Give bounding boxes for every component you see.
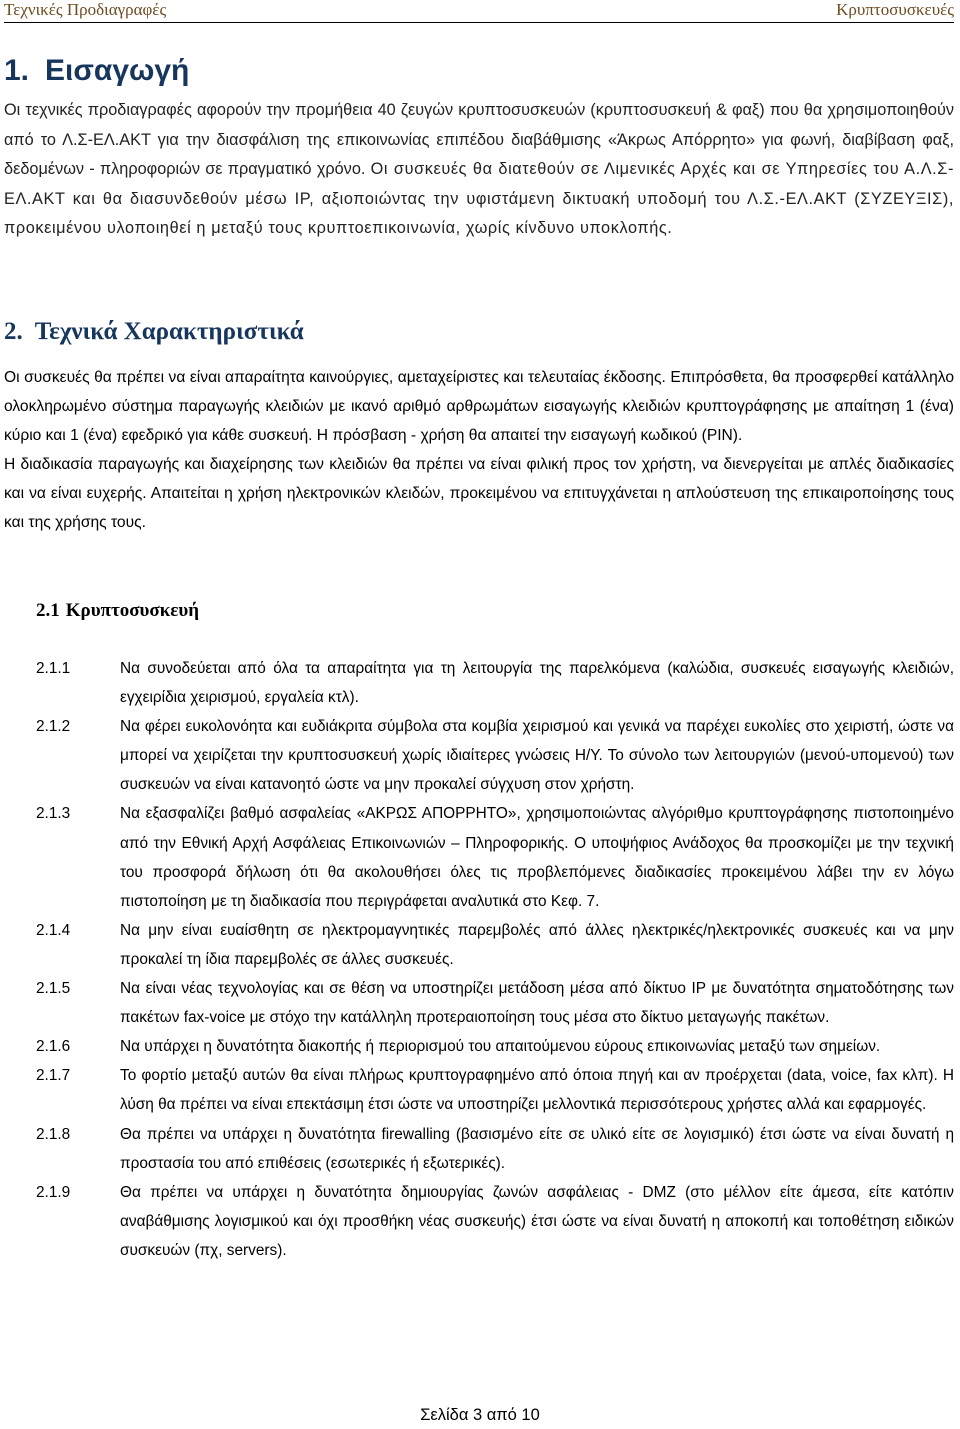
intro-paragraph: [4, 96, 954, 244]
page-footer: [0, 1406, 960, 1425]
intro-paragraph-part2: Οι συσκευές θα διατεθούν σε Λιμενικές Αρχές και σε Υπηρεσίες του Α.Λ.Σ-ΕΛ.ΑΚΤ και θα διασυνδεθούν μέσω IP, αξιοποιώντας την υφιστάμενη δικτυακή υποδομή του Λ.Σ.-ΕΛ.ΑΚΤ (ΣΥΖΕΥΞΙΣ), προκειμένου υλοποιηθεί η μεταξύ τους κρυπτοεπικοινωνία, χωρίς κίνδυνο υποκλοπής.: [4, 160, 954, 238]
requirement-item: [36, 1178, 954, 1265]
section-2-1-number: 2.1: [36, 600, 60, 621]
requirement-number: 2.1.7: [36, 1067, 71, 1085]
requirement-number: 2.1.9: [36, 1183, 71, 1201]
requirement-item: [36, 1032, 954, 1061]
section-1-body: [4, 96, 954, 244]
requirement-text: Να μην είναι ευαίσθητη σε ηλεκτρομαγνητικές παρεμβολές από άλλες ηλεκτρικές/ηλεκτρονικές συσκευές και να μην προκαλεί τη ίδια παρεμβολές σε άλλες συσκευές.: [120, 921, 954, 968]
requirement-number: 2.1.5: [36, 980, 71, 998]
requirement-number: 2.1.6: [36, 1038, 71, 1056]
section-2-paragraph-1: Οι συσκευές θα πρέπει να είναι απαραίτητα καινούργιες, αμεταχείριστες και τελευταίας έκδοσης. Επιπρόσθετα, θα προσφερθεί κατάλληλο ολοκληρωμένο σύστημα παραγωγής κλειδιών με ικανό αριθμό αρθρωμάτων εισαγωγής κλειδιών κρυπτογράφησης με απαίτηση 1 (ένα) κύριο και 1 (ένα) εφεδρικό για κάθε συσκευή. Η πρόσβαση - χρήση θα απαιτεί την εισαγωγή κωδικού (PIN).: [4, 369, 954, 445]
section-1-number: 1.: [4, 54, 30, 87]
section-2-number: 2.: [4, 318, 23, 345]
requirement-text: Θα πρέπει να υπάρχει η δυνατότητα δημιουργίας ζωνών ασφάλειας - DMZ (στο μέλλον είτε άμεσα, είτε κατόπιν αναβάθμισης λογισμικού και όχι προσθήκη νέας συσκευής) έτσι ώστε να είναι δυνατή η αποκοπή και τοποθέτηση ειδικών συσκευών (πχ, servers).: [120, 1183, 954, 1259]
requirements-list: [36, 654, 954, 1265]
requirement-number: 2.1.2: [36, 718, 71, 736]
section-2-heading: [4, 318, 304, 346]
requirement-text: Το φορτίο μεταξύ αυτών θα είναι πλήρως κρυπτογραφημένο από όποια πηγή και αν προέρχεται (data, voice, fax κλπ). Η λύση θα πρέπει να είναι επεκτάσιμη έτσι ώστε να υποστηρίζει μελλοντικά περισσότερους χρήστες αλλά και εφαρμογές.: [120, 1067, 954, 1114]
section-2-paragraph-2: Η διαδικασία παραγωγής και διαχείρησης των κλειδιών θα πρέπει να είναι φιλική προς τον χρήστη, να διενεργείται με απλές διαδικασίες και να είναι ευχερής. Απαιτείται η χρήση ηλεκτρονικών κλειδών, προκειμένου να επιτυγχάνεται η απλούστευση της επικαιροποίησης τους και της χρήσης τους.: [4, 456, 954, 532]
header-left-title: Τεχνικές Προδιαγραφές: [4, 0, 167, 19]
page-number-label: Σελίδα 3 από 10: [420, 1406, 540, 1424]
requirement-text: Να υπάρχει η δυνατότητα διακοπής ή περιορισμού του απαιτούμενου εύρους επικοινωνίας μεταξύ των σημείων.: [120, 1038, 881, 1056]
page-header: [4, 0, 954, 23]
requirement-item: [36, 916, 954, 974]
section-2-title: Τεχνικά Χαρακτηριστικά: [34, 318, 304, 345]
section-2-body: [4, 363, 954, 538]
section-1-heading: [4, 54, 189, 88]
requirement-text: Θα πρέπει να υπάρχει η δυνατότητα firewalling (βασισμένο είτε σε υλικό είτε σε λογισμικό) έτσι ώστε να είναι δυνατή η προστασία του από επιθέσεις (εσωτερικές ή εξωτερικές).: [120, 1125, 954, 1172]
requirement-text: Να συνοδεύεται από όλα τα απαραίτητα για τη λειτουργία της παρελκόμενα (καλώδια, συσκευές εισαγωγής κλειδιών, εγχειρίδια χειρισμού, εργαλεία κτλ).: [120, 660, 954, 707]
section-2-1-heading: [36, 600, 199, 622]
requirement-number: 2.1.1: [36, 660, 71, 677]
requirement-item: [36, 1061, 954, 1119]
intro-paragraph-part1: Οι τεχνικές προδιαγραφές αφορούν την προμήθεια 40 ζευγών κρυπτοσυσκευών (κρυπτοσυσκευή & φαξ) που θα χρησιμοποιηθούν από το Λ.Σ-ΕΛ.ΑΚΤ για την διασφάλιση της επικοινωνίας επιπέδου διαβάθμισης «Άκρως Απόρρητο» για φωνή, διαβίβαση φαξ, δεδομένων - πληροφοριών σε πραγματικό χρόνο.: [4, 101, 954, 179]
requirement-number: 2.1.8: [36, 1125, 71, 1143]
requirement-item: [36, 974, 954, 1032]
requirement-text: Να είναι νέας τεχνολογίας και σε θέση να υποστηρίζει μετάδοση μέσα από δίκτυο IP με δυνατότητα σηματοδότησης των πακέτων fax-voice με στόχο την κατάλληλη προτεραιοποίηση τους μέσα στο δίκτυο μεταγωγής πακέτων.: [120, 980, 954, 1027]
requirement-item: [36, 712, 954, 799]
section-1-title: Εισαγωγή: [45, 54, 190, 87]
requirement-number: 2.1.4: [36, 921, 71, 939]
header-right-title: Κρυπτοσυσκευές: [836, 0, 954, 19]
requirement-number: 2.1.3: [36, 805, 71, 823]
requirement-item: [36, 799, 954, 915]
requirement-text: Να εξασφαλίζει βαθμό ασφαλείας «ΑΚΡΩΣ ΑΠΟΡΡΗΤΟ», χρησιμοποιώντας αλγόριθμο κρυπτογράφησης πιστοποιημένο από την Εθνική Αρχή Ασφάλειας Επικοινωνιών – Πληροφορικής. Ο υποψήφιος Ανάδοχος θα προσκομίζει με την τεχνική του προσφορά δήλωση ότι θα ακολουθήσει όλες τις προβλεπόμενες διαδικασίες προκειμένου λάβει την εν λόγω πιστοποίηση με τη διαδικασία που περιγράφεται αναλυτικά στο Κεφ. 7.: [120, 805, 954, 910]
requirement-item: [36, 1120, 954, 1178]
requirement-item: [36, 654, 954, 712]
requirement-text: Να φέρει ευκολονόητα και ευδιάκριτα σύμβολα στα κομβία χειρισμού και γενικά να παρέχει ευκολίες στο χειριστή, ώστε να μπορεί να χειρίζεται την κρυπτοσυσκευή χωρίς ιδιαίτερες γνώσεις Η/Υ. Το σύνολο των λειτουργιών (μενού-υπομενού) των συσκευών να είναι κατανοητό ώστε να μην προκαλεί σύγχυση στον χρήστη.: [120, 718, 954, 794]
section-2-1-title: Κρυπτοσυσκευή: [65, 600, 200, 621]
